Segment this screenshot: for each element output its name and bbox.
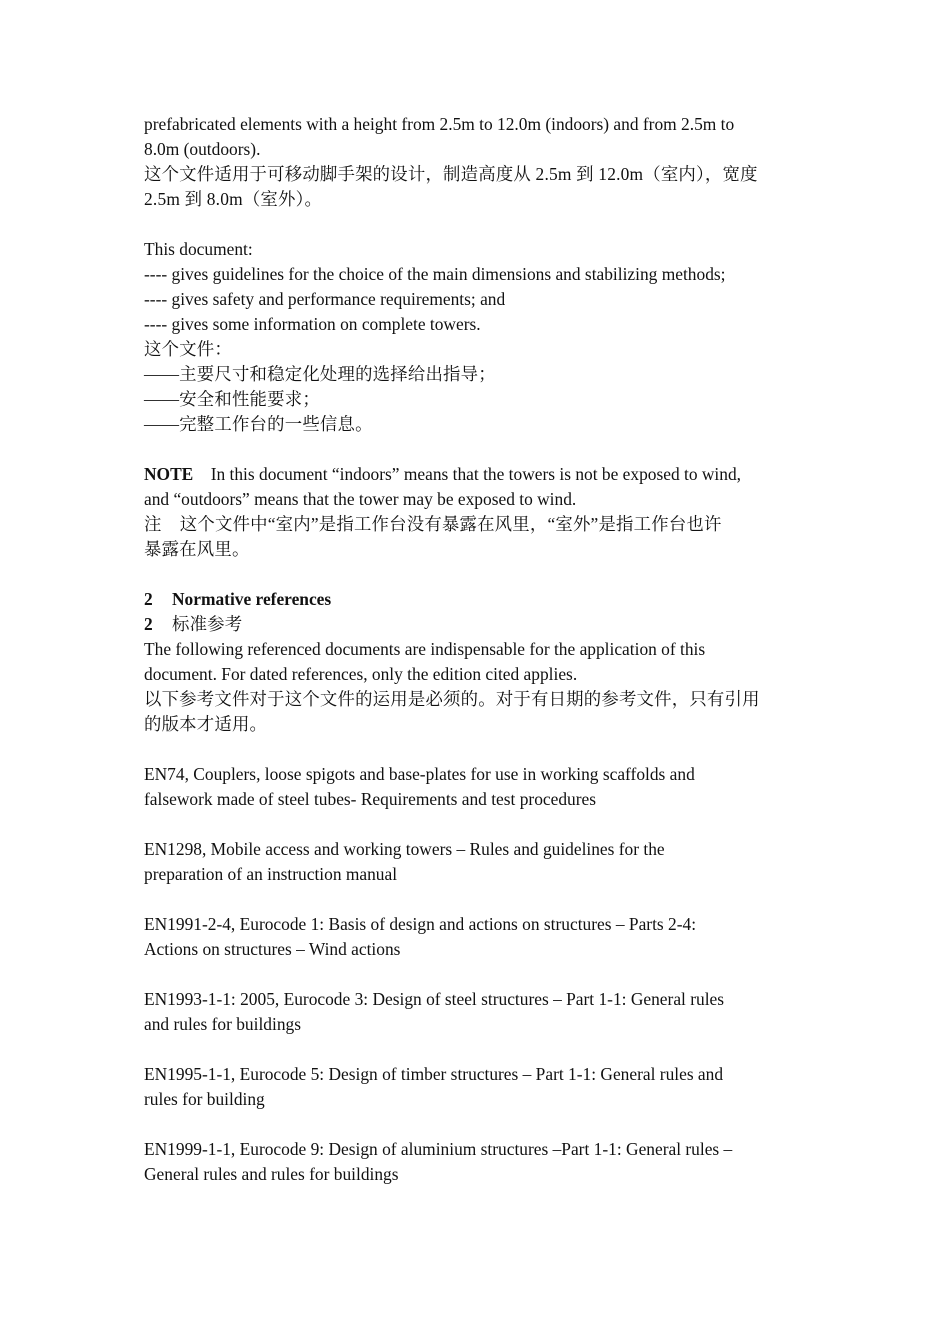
reference-line: and rules for buildings — [144, 1014, 301, 1034]
spacer — [144, 812, 814, 837]
list-item: ——主要尺寸和稳定化处理的选择给出指导； — [144, 364, 496, 384]
document-list-en — [144, 237, 814, 337]
note-line — [144, 512, 814, 537]
reference-line: EN74, Couplers, loose spigots and base-plates for use in working scaffolds and — [144, 764, 695, 784]
reference-item — [144, 762, 814, 812]
scope-paragraph-cn — [144, 162, 814, 212]
reference-line: Actions on structures – Wind actions — [144, 939, 401, 959]
reference-item — [144, 912, 814, 962]
spacer — [144, 887, 814, 912]
list-intro: This document: — [144, 239, 253, 259]
reference-line: rules for building — [144, 1089, 265, 1109]
reference-line: EN1995-1-1, Eurocode 5: Design of timber structures – Part 1-1: General rules and — [144, 1064, 724, 1084]
note-block-en — [144, 462, 814, 512]
text-line: document. For dated references, only the edition cited applies. — [144, 664, 578, 684]
note-text: In this document “indoors” means that the towers is not be exposed to wind, — [210, 464, 741, 484]
text-line: The following referenced documents are indispensable for the application of this — [144, 639, 706, 659]
list-item: ---- gives some information on complete towers. — [144, 314, 481, 334]
text-line: 以下参考文件对于这个文件的运用是必须的。对于有日期的参考文件，只有引用 — [144, 689, 760, 709]
section-title — [144, 612, 814, 637]
document-page — [144, 112, 814, 1187]
reference-line: EN1991-2-4, Eurocode 1: Basis of design and actions on structures – Parts 2-4: — [144, 914, 697, 934]
section-title-text: 标准参考 — [172, 614, 243, 634]
text-line: 2.5m 到 8.0m（室外）。 — [144, 189, 323, 209]
section-paragraph-en — [144, 637, 814, 687]
spacer — [144, 437, 814, 462]
note-label: NOTE — [144, 464, 194, 484]
document-list-cn — [144, 337, 814, 437]
note-label-cn: 注 — [144, 514, 162, 534]
spacer — [144, 212, 814, 237]
note-line — [144, 462, 814, 487]
list-item: ---- gives guidelines for the choice of the main dimensions and stabilizing methods; — [144, 264, 726, 284]
text-line: 这个文件适用于可移动脚手架的设计，制造高度从 2.5m 到 12.0m（室内），宽度 — [144, 164, 758, 184]
section-title — [144, 587, 814, 612]
reference-line: preparation of an instruction manual — [144, 864, 398, 884]
reference-item — [144, 837, 814, 887]
section-number: 2 — [144, 614, 153, 634]
note-line: and “outdoors” means that the tower may be exposed to wind. — [144, 489, 577, 509]
list-item: ---- gives safety and performance requirements; and — [144, 289, 506, 309]
reference-line: falsework made of steel tubes- Requirements and test procedures — [144, 789, 597, 809]
spacer — [144, 562, 814, 587]
spacer — [144, 737, 814, 762]
reference-line: EN1298, Mobile access and working towers – Rules and guidelines for the — [144, 839, 665, 859]
section-title-text: Normative references — [172, 589, 332, 609]
text-line: 8.0m (outdoors). — [144, 139, 261, 159]
section-heading-en — [144, 587, 814, 612]
section-heading-cn — [144, 612, 814, 637]
text-line: prefabricated elements with a height from 2.5m to 12.0m (indoors) and from 2.5m to — [144, 114, 735, 134]
section-number: 2 — [144, 589, 153, 609]
list-intro: 这个文件： — [144, 339, 232, 359]
spacer — [144, 962, 814, 987]
note-block-cn — [144, 512, 814, 562]
reference-line: EN1993-1-1: 2005, Eurocode 3: Design of steel structures – Part 1-1: General rules — [144, 989, 725, 1009]
reference-item — [144, 1137, 814, 1187]
spacer — [144, 1112, 814, 1137]
note-text: 这个文件中“室内”是指工作台没有暴露在风里，“室外”是指工作台也许 — [179, 514, 722, 534]
reference-line: General rules and rules for buildings — [144, 1164, 399, 1184]
spacer — [144, 1037, 814, 1062]
note-line: 暴露在风里。 — [144, 539, 250, 559]
list-item: ——安全和性能要求； — [144, 389, 320, 409]
reference-item — [144, 1062, 814, 1112]
list-item: ——完整工作台的一些信息。 — [144, 414, 373, 434]
reference-line: EN1999-1-1, Eurocode 9: Design of aluminium structures –Part 1-1: General rules – — [144, 1139, 733, 1159]
reference-item — [144, 987, 814, 1037]
section-paragraph-cn — [144, 687, 814, 737]
text-line: 的版本才适用。 — [144, 714, 268, 734]
scope-paragraph-en — [144, 112, 814, 162]
